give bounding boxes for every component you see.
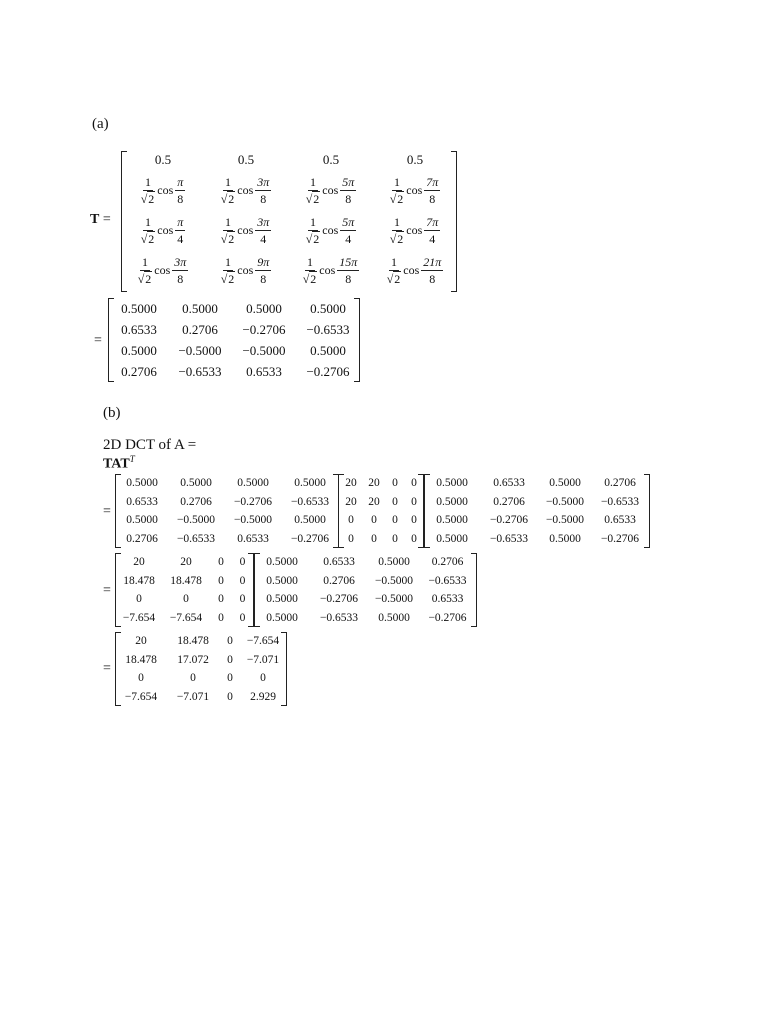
matrix-T-transpose-cell: 0.2706 — [493, 495, 525, 508]
sqrt-symbol: √2 — [389, 232, 404, 246]
symbolic-T-matrix — [121, 151, 457, 292]
matrix-A-cell: 0 — [392, 495, 398, 508]
matrix-T-transpose-cell: −0.5000 — [545, 495, 585, 508]
numeric-T-cell: 0.6533 — [246, 363, 282, 379]
sqrt-symbol: √2 — [305, 192, 320, 206]
numeric-T-cell: −0.5000 — [178, 342, 222, 358]
matrix-TA-cell: 0 — [239, 556, 246, 569]
matrix-T-cell: −0.6533 — [176, 532, 216, 545]
symbolic-T-entry — [122, 253, 204, 285]
result-matrix-cell: 0 — [227, 653, 233, 666]
symbolic-T-entry — [374, 253, 456, 285]
numeric-T-cell: 0.5000 — [310, 300, 346, 316]
dct-expression — [103, 454, 135, 473]
cos-label: cos — [237, 223, 254, 237]
matrix-T-cell: 0.5000 — [126, 514, 158, 527]
cos-label: cos — [403, 263, 420, 277]
matrix-T-transpose-b2-cell: 0.2706 — [431, 556, 464, 569]
result-matrix-cell: 0 — [227, 672, 233, 685]
matrix-A-cell: 20 — [368, 495, 380, 508]
sqrt-radicand: 2 — [397, 232, 404, 246]
matrix-T-cell: −0.6533 — [290, 495, 330, 508]
angle-numerator: 21π — [423, 255, 442, 269]
result-matrix-cell: −7.654 — [246, 635, 280, 648]
sqrt-radicand: 2 — [145, 272, 152, 286]
matrix-A-cell: 0 — [392, 532, 398, 545]
matrix-TA-cell: 18.478 — [123, 574, 155, 587]
angle-numerator: 7π — [426, 215, 439, 229]
symbolic-T-entry — [374, 213, 456, 245]
matrix-T-cell: 0.5000 — [237, 477, 269, 490]
sqrt-radicand: 2 — [228, 272, 235, 286]
sqrt-symbol: √2 — [220, 232, 235, 246]
matrix-T-transpose-cell: −0.2706 — [489, 514, 529, 527]
coef-numerator: 1 — [390, 255, 397, 269]
sqrt-radicand: 2 — [148, 192, 155, 206]
matrix-T-cell: −0.2706 — [233, 495, 273, 508]
matrix-T-cell: 0.6533 — [237, 532, 269, 545]
cos-label: cos — [157, 223, 174, 237]
matrix-A-cell: 0 — [411, 514, 417, 527]
symbolic-T-row0-cell: 0.5 — [322, 152, 340, 167]
matrix-T-transpose-b2-cell: −0.5000 — [374, 593, 414, 606]
matrix-T-transpose-b2-cell: 0.5000 — [266, 574, 298, 587]
symbolic-T-row0-cell: 0.5 — [406, 152, 424, 167]
matrix-A-cell: 0 — [392, 514, 398, 527]
numeric-T-cell: −0.6533 — [306, 321, 350, 337]
result-matrix-cell: 2.929 — [250, 690, 276, 703]
numeric-T-cell: 0.6533 — [121, 321, 157, 337]
matrix-A-cell: 20 — [345, 495, 357, 508]
matrix-T-cell: 0.5000 — [294, 514, 326, 527]
angle-numerator: 3π — [257, 175, 270, 189]
matrix-A-cell: 0 — [348, 532, 354, 545]
matrix-TA-cell: 0 — [136, 593, 142, 606]
angle-numerator: 7π — [426, 175, 439, 189]
sqrt-radicand: 2 — [313, 232, 320, 246]
coef-numerator: 1 — [306, 255, 313, 269]
symbolic-T-entry — [288, 253, 374, 285]
angle-denominator: 8 — [429, 192, 436, 206]
matrix-A-cell: 0 — [411, 495, 417, 508]
expr-TAT: TAT — [103, 456, 130, 472]
numeric-T-cell: 0.2706 — [182, 321, 218, 337]
angle-denominator: 4 — [345, 232, 352, 246]
symbolic-T-entry — [122, 173, 204, 205]
sqrt-symbol: √2 — [140, 232, 155, 246]
angle-denominator: 8 — [260, 192, 267, 206]
expr-transpose-sup: T — [129, 454, 135, 464]
part-b-label: (b) — [103, 405, 121, 421]
matrix-TA-cell: 20 — [133, 556, 145, 569]
cos-label: cos — [322, 183, 339, 197]
T-equation-lhs — [90, 212, 111, 228]
matrix-A-cell: 0 — [392, 477, 398, 490]
angle-denominator: 8 — [177, 192, 184, 206]
matrix-T-cell: −0.2706 — [290, 532, 330, 545]
equals-sign-b1: = — [103, 504, 111, 519]
equals-sign-b2: = — [103, 583, 111, 598]
matrix-T-transpose-b2-cell: −0.2706 — [319, 593, 359, 606]
dct-heading: 2D DCT of A = — [103, 437, 197, 453]
matrix-T-transpose-b2-cell: 0.5000 — [378, 556, 410, 569]
result-matrix-cell: 18.478 — [125, 653, 157, 666]
matrix-TA-cell: −7.654 — [169, 611, 203, 624]
sqrt-symbol: √2 — [386, 272, 401, 286]
matrix-T-transpose-b2-cell: 0.5000 — [378, 611, 410, 624]
sqrt-symbol: √2 — [302, 272, 317, 286]
sqrt-symbol: √2 — [389, 192, 404, 206]
symbolic-T-entry — [204, 173, 288, 205]
symbolic-T-row0-cell: 0.5 — [154, 152, 172, 167]
angle-numerator: 3π — [257, 215, 270, 229]
numeric-T-cell: −0.2706 — [306, 363, 350, 379]
result-matrix-cell: −7.071 — [246, 653, 280, 666]
angle-denominator: 8 — [345, 272, 352, 286]
sqrt-symbol: √2 — [140, 192, 155, 206]
numeric-T-matrix — [108, 298, 360, 382]
matrix-TA-cell: 0 — [218, 611, 224, 624]
cos-label: cos — [154, 263, 171, 277]
sqrt-symbol: √2 — [137, 272, 152, 286]
matrix-A-cell: 0 — [371, 514, 377, 527]
coef-numerator: 1 — [144, 175, 151, 189]
matrix-TA-cell: −7.654 — [122, 611, 156, 624]
matrix-T-transpose-cell: 0.5000 — [436, 514, 468, 527]
matrix-T-cell: 0.6533 — [126, 495, 158, 508]
numeric-T-cell: 0.5000 — [310, 342, 346, 358]
matrix-T-transpose-b2-cell: 0.6533 — [323, 556, 355, 569]
matrix-T-transpose-b2-cell: 0.5000 — [266, 593, 298, 606]
sqrt-symbol: √2 — [305, 232, 320, 246]
coef-numerator: 1 — [144, 215, 151, 229]
matrix-A-cell: 0 — [411, 477, 417, 490]
sqrt-symbol: √2 — [220, 272, 235, 286]
matrix-T-transpose-cell: −0.5000 — [545, 514, 585, 527]
result-matrix-cell: 0 — [227, 635, 233, 648]
matrix-TA-cell: 0 — [218, 593, 224, 606]
cos-label: cos — [157, 183, 174, 197]
result-matrix-cell: 18.478 — [177, 635, 209, 648]
numeric-T-cell: −0.2706 — [242, 321, 286, 337]
sqrt-radicand: 2 — [394, 272, 401, 286]
angle-denominator: 4 — [177, 232, 184, 246]
matrix-T-transpose — [424, 474, 650, 548]
sqrt-radicand: 2 — [313, 192, 320, 206]
numeric-T-cell: 0.5000 — [121, 300, 157, 316]
cos-label: cos — [406, 223, 423, 237]
matrix-A-cell: 20 — [345, 477, 357, 490]
matrix-T-transpose-cell: −0.2706 — [600, 532, 640, 545]
matrix-T-transpose-cell: 0.6533 — [493, 477, 525, 490]
matrix-T-transpose-cell: −0.6533 — [489, 532, 529, 545]
result-matrix-cell: 17.072 — [177, 653, 209, 666]
result-matrix-cell: 0 — [190, 672, 196, 685]
matrix-A-cell: 20 — [368, 477, 380, 490]
cos-label: cos — [319, 263, 336, 277]
sqrt-radicand: 2 — [228, 192, 235, 206]
sqrt-radicand: 2 — [310, 272, 317, 286]
numeric-T-cell: 0.5000 — [182, 300, 218, 316]
cos-label: cos — [237, 183, 254, 197]
matrix-TA-cell: 0 — [218, 556, 224, 569]
matrix-T-transpose-b2-cell: −0.6533 — [319, 611, 359, 624]
result-matrix-cell: 0 — [260, 672, 266, 685]
matrix-T-cell: 0.5000 — [294, 477, 326, 490]
result-matrix-cell: 0 — [138, 672, 144, 685]
angle-numerator: 3π — [174, 255, 187, 269]
coef-numerator: 1 — [309, 215, 316, 229]
matrix-T-cell: −0.5000 — [176, 514, 216, 527]
symbolic-T-row0-cell: 0.5 — [237, 152, 255, 167]
matrix-TA-cell: 20 — [180, 556, 192, 569]
matrix-T-transpose-b2 — [254, 553, 477, 627]
angle-numerator: 5π — [342, 215, 355, 229]
angle-numerator: 15π — [339, 255, 358, 269]
coef-numerator: 1 — [224, 215, 231, 229]
matrix-T-b1 — [115, 474, 339, 548]
matrix-T-transpose-b2-cell: 0.5000 — [266, 611, 298, 624]
matrix-T-transpose-cell: −0.6533 — [600, 495, 640, 508]
result-matrix — [115, 632, 287, 706]
matrix-TA-cell: 0 — [183, 593, 189, 606]
matrix-T-transpose-cell: 0.6533 — [604, 514, 636, 527]
matrix-TA-cell: 0 — [239, 593, 246, 606]
angle-numerator: 9π — [257, 255, 270, 269]
symbolic-T-entry — [204, 253, 288, 285]
symbolic-T-entry — [288, 173, 374, 205]
result-matrix-cell: −7.071 — [176, 690, 210, 703]
numeric-T-cell: −0.5000 — [242, 342, 286, 358]
matrix-T-transpose-cell: 0.5000 — [549, 477, 581, 490]
matrix-TA-cell: 0 — [218, 574, 224, 587]
cos-label: cos — [322, 223, 339, 237]
matrix-TA-cell: 0 — [239, 574, 246, 587]
angle-denominator: 8 — [260, 272, 267, 286]
coef-numerator: 1 — [309, 175, 316, 189]
matrix-A-cell: 0 — [411, 532, 417, 545]
matrix-T-transpose-b2-cell: 0.2706 — [323, 574, 355, 587]
angle-denominator: 4 — [429, 232, 436, 246]
angle-denominator: 4 — [260, 232, 267, 246]
matrix-T-transpose-cell: 0.2706 — [604, 477, 636, 490]
sqrt-symbol: √2 — [220, 192, 235, 206]
symbolic-T-entry — [288, 213, 374, 245]
matrix-T-transpose-cell: 0.5000 — [549, 532, 581, 545]
coef-numerator: 1 — [224, 255, 231, 269]
numeric-T-cell: 0.2706 — [121, 363, 157, 379]
result-matrix-cell: 20 — [135, 635, 147, 648]
result-matrix-cell: −7.654 — [124, 690, 158, 703]
symbolic-T-entry — [204, 213, 288, 245]
angle-denominator: 8 — [177, 272, 184, 286]
cos-label: cos — [237, 263, 254, 277]
matrix-T-transpose-b2-cell: −0.5000 — [374, 574, 414, 587]
coef-numerator: 1 — [141, 255, 148, 269]
symbolic-T-entry — [122, 213, 204, 245]
matrix-T-transpose-cell: 0.5000 — [436, 495, 468, 508]
cos-label: cos — [406, 183, 423, 197]
numeric-T-cell: 0.5000 — [121, 342, 157, 358]
symbolic-T-entry — [374, 173, 456, 205]
result-matrix-cell: 0 — [227, 690, 233, 703]
numeric-T-cell: −0.6533 — [178, 363, 222, 379]
matrix-T-cell: 0.5000 — [180, 477, 212, 490]
coef-numerator: 1 — [393, 215, 400, 229]
matrix-T-transpose-cell: 0.5000 — [436, 532, 468, 545]
matrix-T-transpose-cell: 0.5000 — [436, 477, 468, 490]
matrix-T-cell: −0.5000 — [233, 514, 273, 527]
part-a-label: (a) — [92, 116, 109, 132]
matrix-T-cell: 0.5000 — [126, 477, 158, 490]
T-symbol: T — [90, 212, 100, 227]
angle-numerator: π — [177, 215, 184, 229]
matrix-A — [338, 474, 424, 548]
matrix-TA-cell: 18.478 — [170, 574, 202, 587]
equals-sign-numeric-T: = — [94, 333, 102, 348]
matrix-A-cell: 0 — [371, 532, 377, 545]
matrix-T-cell: 0.2706 — [126, 532, 158, 545]
sqrt-radicand: 2 — [148, 232, 155, 246]
matrix-T-cell: 0.2706 — [180, 495, 212, 508]
matrix-T-transpose-b2-cell: 0.6533 — [431, 593, 464, 606]
angle-numerator: 5π — [342, 175, 355, 189]
numeric-T-cell: 0.5000 — [246, 300, 282, 316]
matrix-TA — [115, 553, 254, 627]
equals-sign-b3: = — [103, 661, 111, 676]
matrix-A-cell: 0 — [348, 514, 354, 527]
matrix-T-transpose-b2-cell: 0.5000 — [266, 556, 298, 569]
angle-denominator: 8 — [429, 272, 436, 286]
angle-denominator: 8 — [345, 192, 352, 206]
sqrt-radicand: 2 — [397, 192, 404, 206]
matrix-T-transpose-b2-cell: −0.6533 — [428, 574, 467, 587]
coef-numerator: 1 — [224, 175, 231, 189]
angle-numerator: π — [177, 175, 184, 189]
matrix-T-transpose-b2-cell: −0.2706 — [428, 611, 467, 624]
coef-numerator: 1 — [393, 175, 400, 189]
matrix-TA-cell: 0 — [239, 611, 246, 624]
sqrt-radicand: 2 — [228, 232, 235, 246]
equals-sign: = — [102, 212, 111, 227]
